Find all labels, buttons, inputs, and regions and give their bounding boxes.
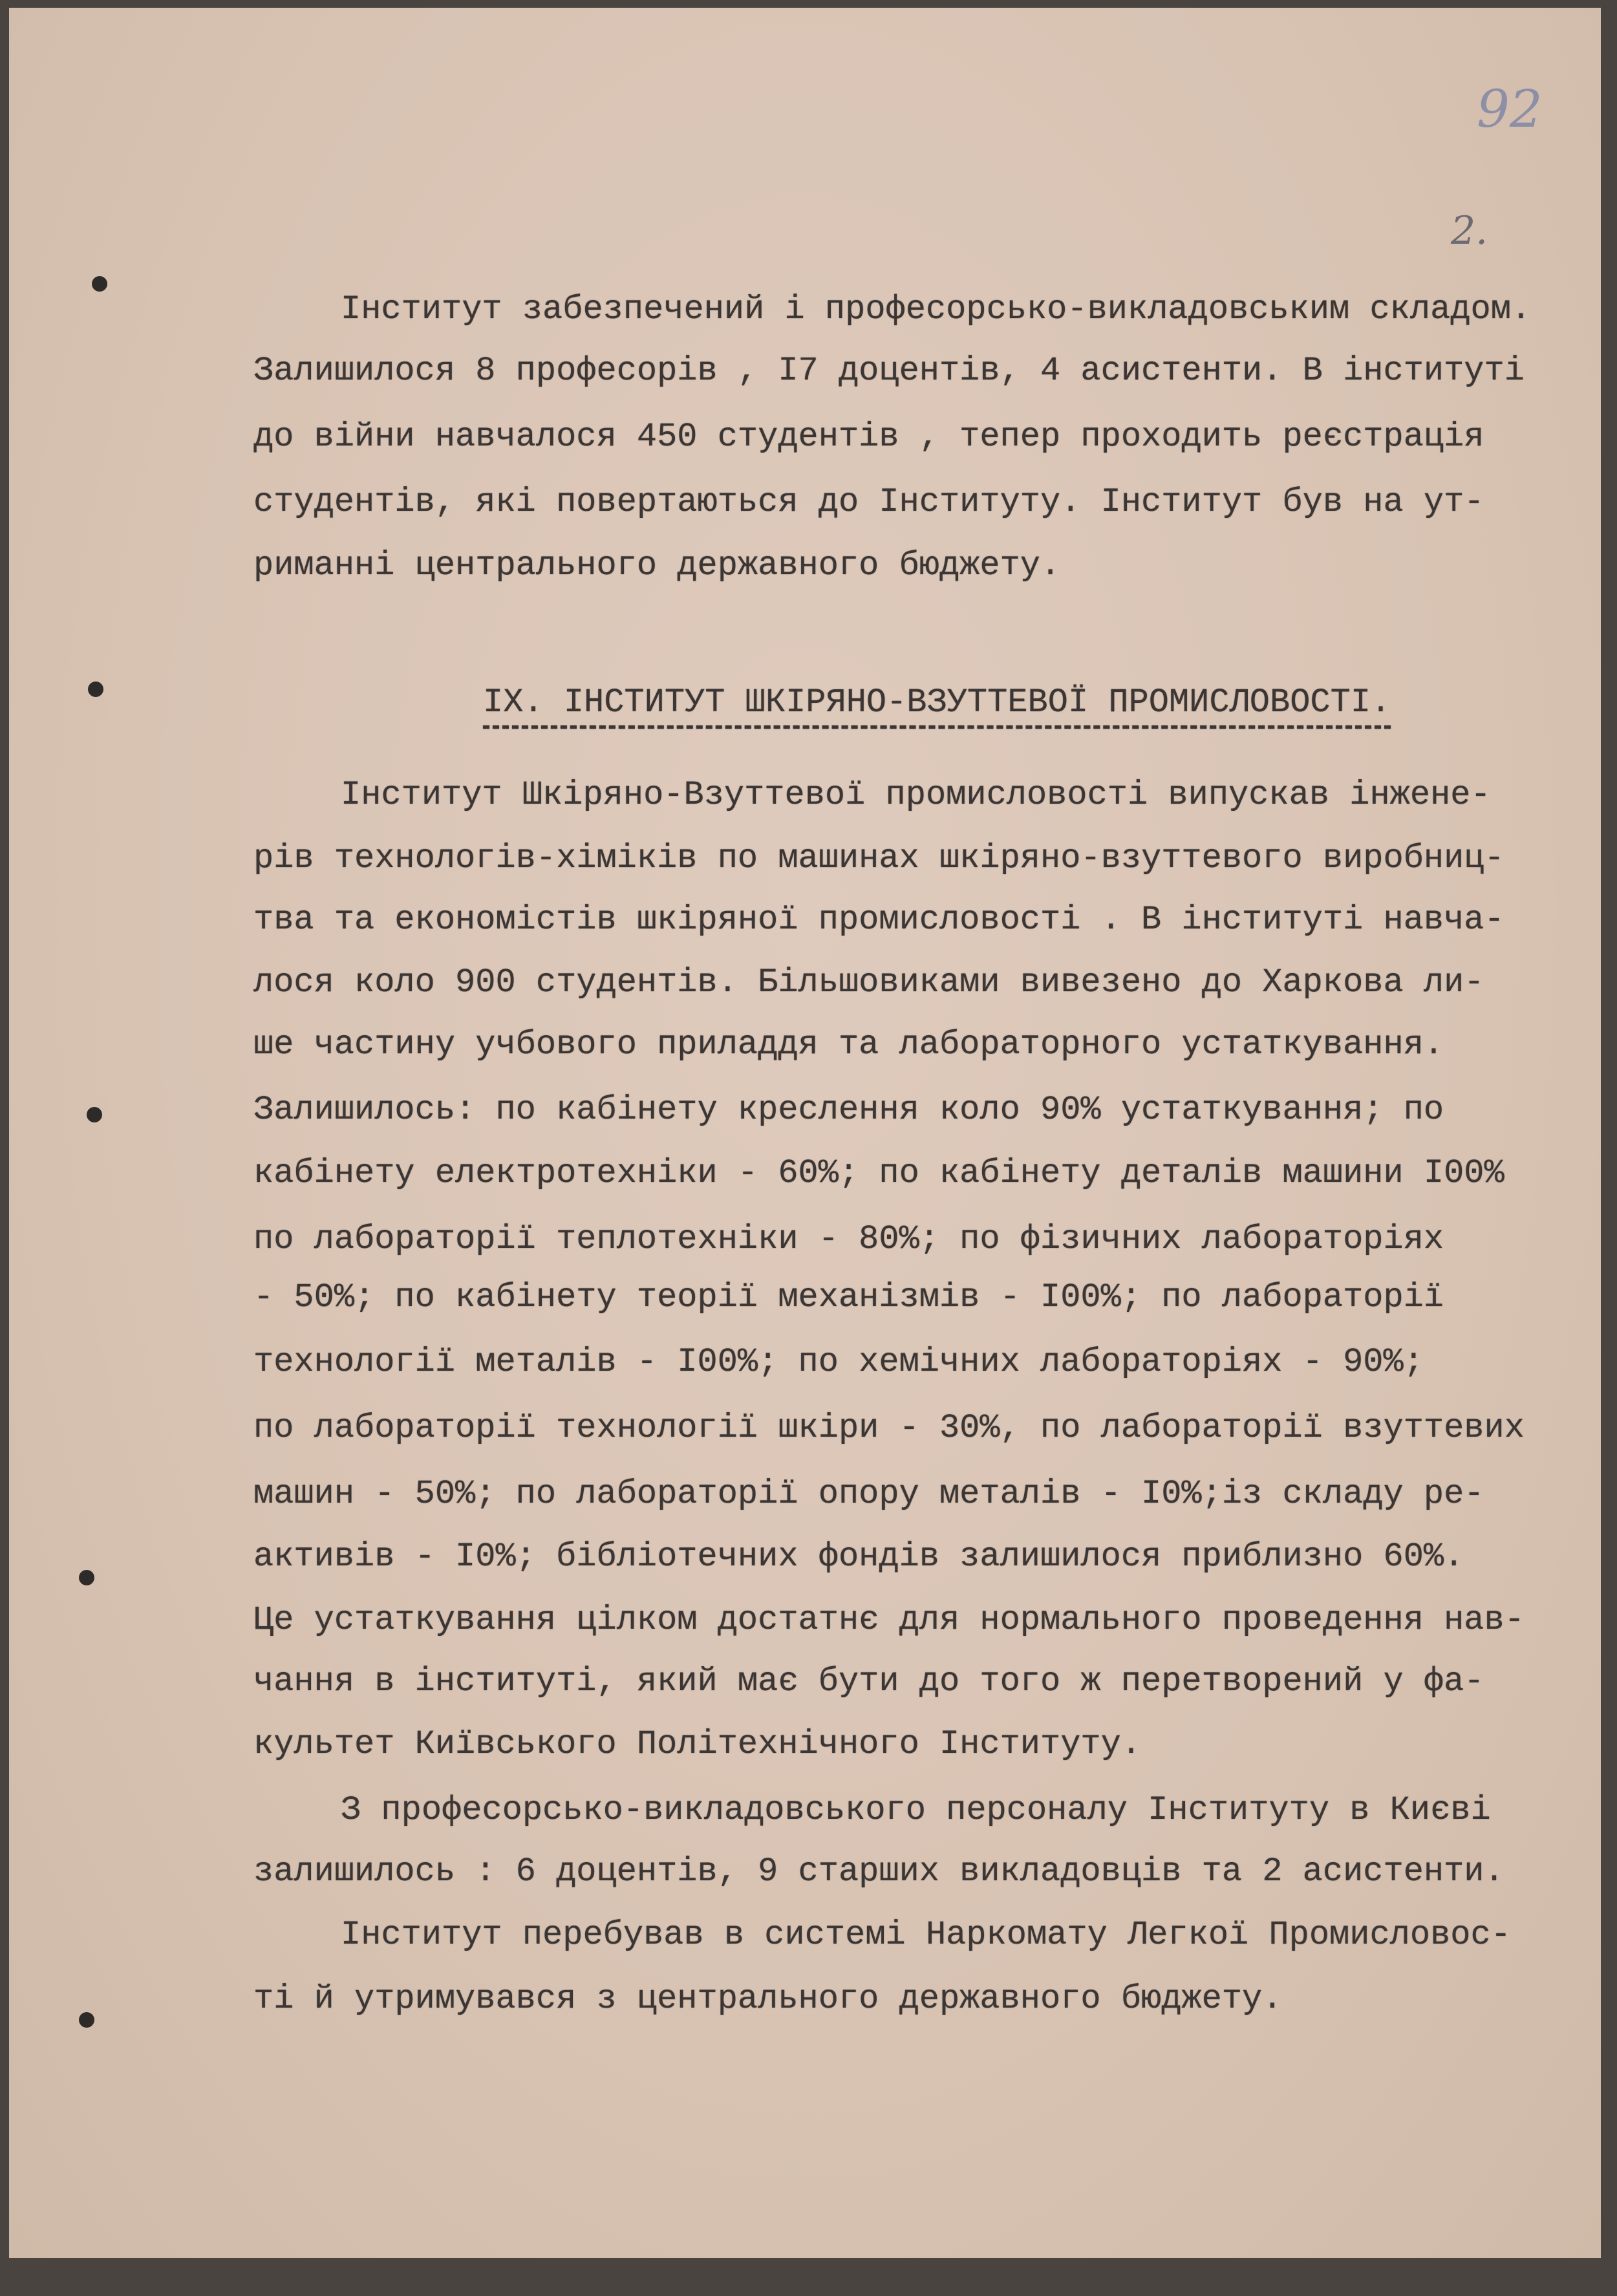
page-number: 92 (1477, 79, 1543, 139)
punch-hole (87, 1107, 102, 1122)
text-line: Інститут Шкіряно-Взуттевої промисловості випускав інжене- (341, 776, 1491, 814)
sheet-mark: 2. (1451, 208, 1488, 253)
text-line: - 50%; по кабінету теорії механізмів - I00%; по лабораторії (253, 1278, 1444, 1316)
text-line: чання в інституті, який має бути до того ж перетворений у фа- (253, 1662, 1484, 1701)
text-line: активів - I0%; бібліотечних фондів залишилося приблизно 60%. (253, 1538, 1464, 1576)
text-line: по лабораторії технології шкіри - 30%, по лабораторії взуттевих (253, 1409, 1525, 1447)
punch-hole (79, 1570, 94, 1585)
text-line: кабінету електротехніки - 60%; по кабінету деталів машини I00% (253, 1154, 1505, 1192)
text-line: тва та економістів шкіряної промисловості . В інституті навча- (253, 901, 1505, 939)
text-line: Залишилось: по кабінету креслення коло 90% устаткування; по (253, 1091, 1444, 1129)
text-line: Залишилося 8 професорів , I7 доцентів, 4 асистенти. В інституті (253, 352, 1525, 390)
text-line: до війни навчалося 450 студентів , тепер проходить реєстрація (253, 418, 1484, 456)
punch-hole (92, 276, 107, 292)
text-line: машин - 50%; по лабораторії опору металів - I0%;із складу ре- (253, 1475, 1484, 1513)
text-line: культет Київського Політехнічного Інституту. (253, 1725, 1142, 1763)
punch-hole (79, 2012, 94, 2028)
text-line: залишилось : 6 доцентів, 9 старших викладовців та 2 асистенти. (253, 1852, 1505, 1891)
text-line: рів технологів-хіміків по машинах шкіряно-взуттевого виробниц- (253, 839, 1505, 877)
text-line: ше частину учбового приладдя та лабораторного устаткування. (253, 1025, 1444, 1064)
document-page (9, 8, 1601, 2258)
text-line: Інститут перебував в системі Наркомату Легкої Промисловос- (341, 1916, 1511, 1954)
text-line: студентів, які повертаються до Інституту. Інститут був на ут- (253, 483, 1484, 521)
punch-hole (88, 681, 103, 697)
text-line: ті й утримувався з центрального державного бюджету. (253, 1980, 1283, 2018)
text-line: лося коло 900 студентів. Більшовиками вивезено до Харкова ли- (253, 963, 1484, 1002)
text-line: Це устаткування цілком достатнє для нормального проведення нав- (253, 1601, 1525, 1639)
text-line: по лабораторії теплотехніки - 80%; по фізичних лабораторіях (253, 1220, 1444, 1258)
text-line: риманні центрального державного бюджету. (253, 546, 1061, 585)
text-line: технології металів - I00%; по хемічних лабораторіях - 90%; (253, 1343, 1424, 1381)
section-heading: IX. ІНСТИТУТ ШКІРЯНО-ВЗУТТЕВОЇ ПРОМИСЛОВОСТІ. (483, 683, 1391, 722)
text-line: Інститут забезпечений і професорсько-викладовським складом. (341, 290, 1532, 328)
text-line: З професорсько-викладовського персоналу Інституту в Києві (341, 1791, 1491, 1829)
